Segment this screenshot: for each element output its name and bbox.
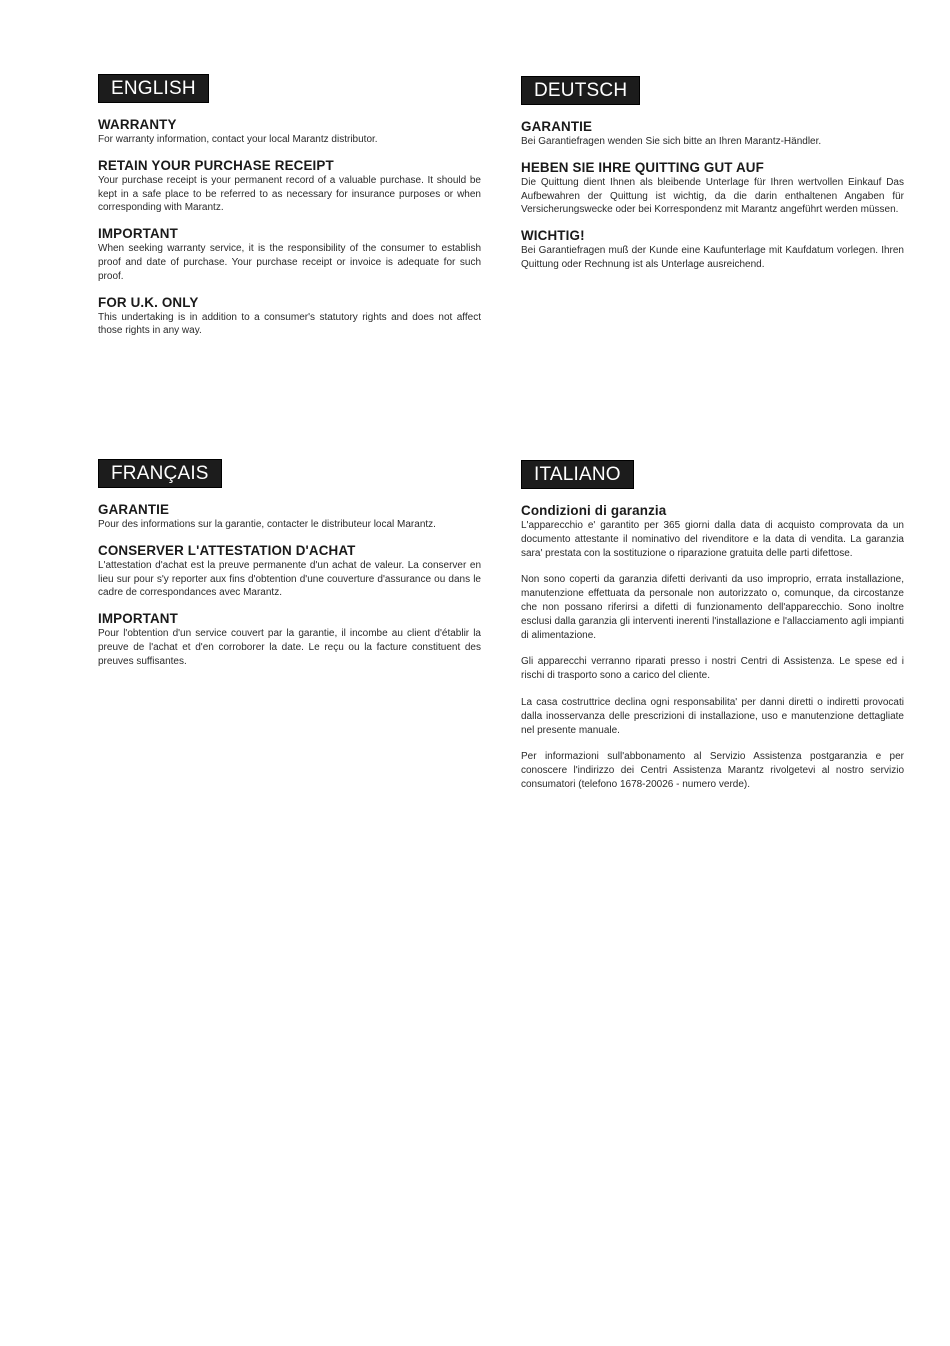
- section-text: Your purchase receipt is your permanent record of a valuable purchase. It should be kept in a safe place to be referred to as necessary for insurance purposes or when corresponding with Marantz.: [98, 174, 481, 214]
- section-text: For warranty information, contact your local Marantz distributor.: [98, 134, 378, 145]
- section-heading: Condizioni di garanzia: [521, 503, 667, 518]
- francais-section-garantie: [98, 502, 481, 532]
- english-section-warranty: [98, 117, 481, 147]
- section-text: Pour l'obtention d'un service couvert par la garantie, il incombe au client d'établir la preuve de l'achat et d'en corroborer la date. Le reçu ou la facture constituent des preuves suffisantes.: [98, 628, 481, 667]
- section-heading: RETAIN YOUR PURCHASE RECEIPT: [98, 157, 334, 173]
- section-text: Bei Garantiefragen muß der Kunde eine Kaufunterlage mit Kaufdatum vorlegen. Ihren Quittung oder Rechnung ist als Unterlage ausreichend.: [521, 245, 904, 270]
- english-column: [98, 74, 481, 349]
- section-text: This undertaking is in addition to a consumer's statutory rights and does not affect those rights in any way.: [98, 311, 481, 337]
- section-heading: FOR U.K. ONLY: [98, 294, 199, 310]
- english-section-uk: [98, 295, 481, 339]
- language-tag-english: ENGLISH: [98, 74, 209, 103]
- language-tag-francais: FRANÇAIS: [98, 459, 222, 488]
- francais-column: [98, 459, 481, 680]
- section-heading: CONSERVER L'ATTESTATION D'ACHAT: [98, 542, 356, 558]
- italiano-column: [521, 460, 904, 803]
- francais-section-important: [98, 611, 481, 668]
- section-heading: IMPORTANT: [98, 226, 178, 242]
- section-heading: GARANTIE: [98, 502, 170, 517]
- section-text: Bei Garantiefragen wenden Sie sich bitte an Ihren Marantz-Händler.: [521, 136, 822, 147]
- section-paragraph: Gli apparecchi verranno riparati presso i nostri Centri di Assistenza. Le spese ed i rischi di trasporto sono a carico del cliente.: [521, 656, 904, 682]
- deutsch-column: [521, 76, 904, 283]
- section-text: When seeking warranty service, it is the responsibility of the consumer to establish proof and date of purchase. Your purchase receipt or invoice is adequate for such proof.: [98, 243, 481, 282]
- section-heading: HEBEN SIE IHRE QUITTING GUT AUF: [521, 159, 764, 175]
- section-paragraph: La casa costruttrice declina ogni responsabilita' per danni diretti o indiretti provocati dalla inosservanza delle prescrizioni di installazione, uso e manutenzione dettagliate nel presente manuale.: [521, 696, 904, 736]
- section-heading: IMPORTANT: [98, 611, 178, 627]
- section-paragraph: Per informazioni sull'abbonamento al Servizio Assistenza postgaranzia e per conoscere l'indirizzo dei Centri Assistenza Marantz rivolgetevi al nostro servizio consumatori (telefono 1678-20026 - numero verde).: [521, 751, 904, 790]
- italiano-section-garanzia: [521, 503, 904, 792]
- section-heading: WICHTIG!: [521, 228, 585, 244]
- francais-section-attestation: [98, 543, 481, 600]
- deutsch-section-wichtig: [521, 228, 904, 272]
- language-tag-deutsch: DEUTSCH: [521, 76, 640, 105]
- english-section-important: [98, 226, 481, 283]
- english-section-receipt: [98, 158, 481, 215]
- section-text: Pour des informations sur la garantie, contacter le distributeur local Marantz.: [98, 519, 436, 530]
- language-tag-italiano: ITALIANO: [521, 460, 634, 489]
- deutsch-section-garantie: [521, 119, 904, 149]
- section-heading: WARRANTY: [98, 117, 177, 132]
- section-paragraph: L'apparecchio e' garantito per 365 giorni dalla data di acquisto comprovata da un documento attestante il nominativo del rivenditore e la data di vendita. La garanzia sara' prestata con la sostituzione o riparazione gratuita delle parti difettose.: [521, 520, 904, 559]
- section-text: Die Quittung dient Ihnen als bleibende Unterlage für Ihren wertvollen Einkauf Das Aufbewahren der Quittung ist wichtig, da die darin enthaltenen Angaben für Versicherungswecke oder bei Korrespondenz mit Marantz angeführt werden müssen.: [521, 176, 904, 216]
- section-heading: GARANTIE: [521, 119, 593, 134]
- section-paragraph: Non sono coperti da garanzia difetti derivanti da uso improprio, errata installazione, manutenzione effettuata da personale non autorizzato o, comunque, da circostanze che non possano riferirsi a difetti di funzionamento dell'apparecchio. Sono inoltre esclusi dalla garanzia gli interventi inerenti l'installazione e l'allacciamento agli impianti di alimentazione.: [521, 574, 904, 641]
- section-text: L'attestation d'achat est la preuve permanente d'un achat de valeur. La conserver en lieu sur pour s'y reporter aux fins d'obtention d'une couverture d'assurance ou dans le cadre de correspondances avec Marantz.: [98, 559, 481, 599]
- deutsch-section-quittung: [521, 160, 904, 217]
